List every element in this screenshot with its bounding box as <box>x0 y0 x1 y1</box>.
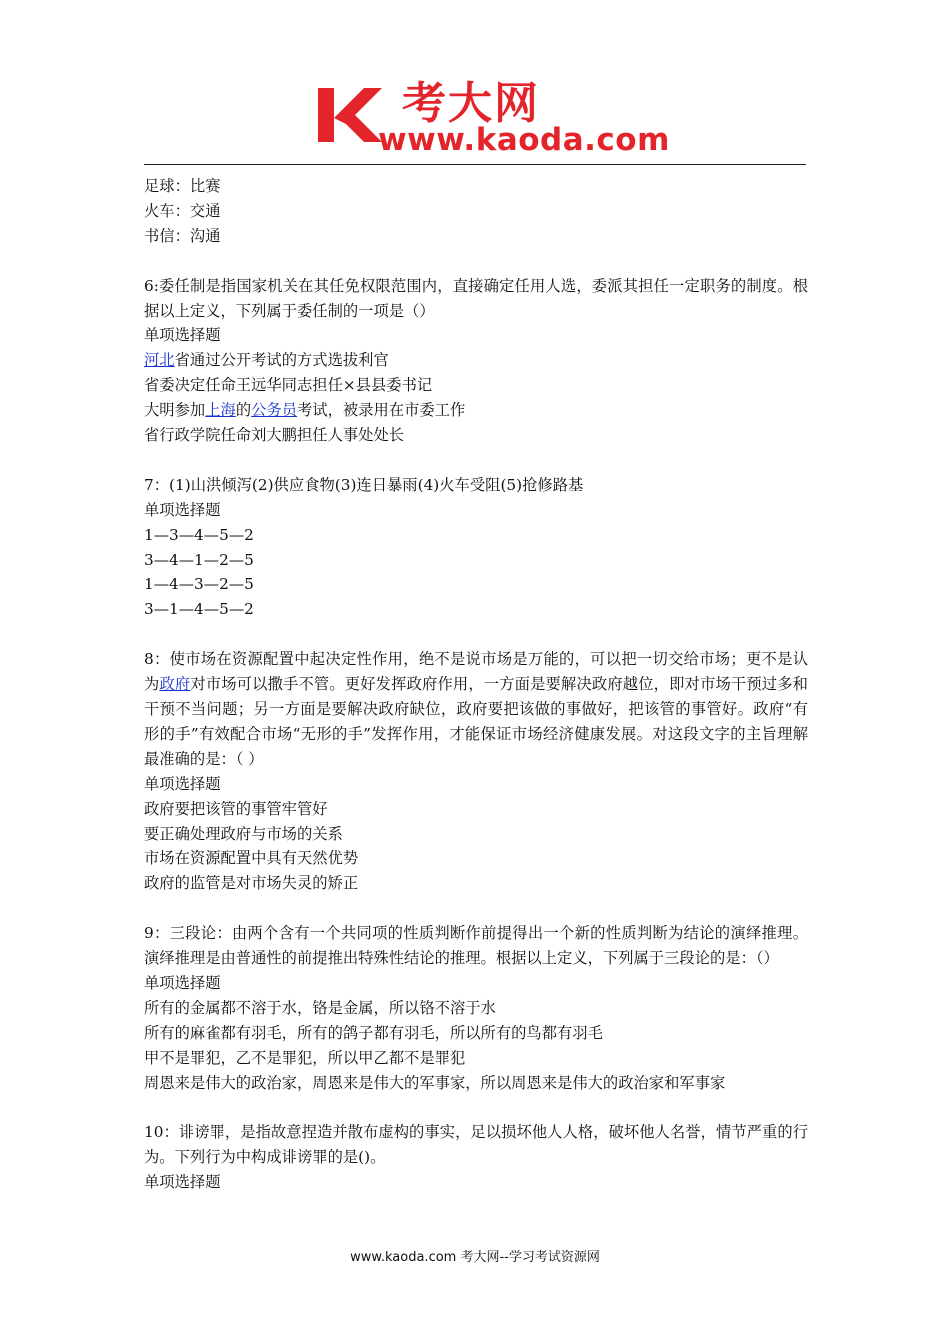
question-7-stem: 7：(1)山洪倾泻(2)供应食物(3)连日暴雨(4)火车受阻(5)抢修路基 <box>144 475 584 494</box>
question-6-option: 大明参加上海的公务员考试，被录用在市委工作 <box>144 401 466 420</box>
question-6-option: 河北省通过公开考试的方式选拔利官 <box>144 351 389 370</box>
link-civil-servant[interactable]: 公务员 <box>251 401 298 420</box>
question-9-stem: 9：三段论：由两个含有一个共同项的性质判断作前提得出一个新的性质判断为结论的演绎推理。演绎推理是由普通性的前提推出特殊性结论的推理。根据以上定义，下列属于三段论的是：（） <box>144 924 808 968</box>
question-10-stem: 10：诽谤罪，是指故意捏造并散布虚构的事实，足以损坏他人人格，破坏他人名誉，情节严重的行为。下列行为中构成诽谤罪的是()。 <box>144 1123 808 1167</box>
analogy-line: 火车：交通 <box>144 201 221 220</box>
link-hebei[interactable]: 河北 <box>144 351 175 370</box>
brand-name: 考大网 <box>402 78 540 129</box>
question-7-type: 单项选择题 <box>144 500 221 519</box>
header-divider <box>144 164 806 165</box>
question-9-type: 单项选择题 <box>144 973 221 992</box>
question-9-option: 所有的麻雀都有羽毛，所有的鸽子都有羽毛，所以所有的鸟都有羽毛 <box>144 1023 603 1042</box>
k-logo-icon <box>316 84 386 146</box>
analogy-line: 书信：沟通 <box>144 226 221 245</box>
analogy-line: 足球：比赛 <box>144 177 221 195</box>
document-body <box>144 174 808 1195</box>
question-8-option: 市场在资源配置中具有天然优势 <box>144 849 359 868</box>
question-6-option: 省行政学院任命刘大鹏担任人事处处长 <box>144 426 405 445</box>
question-7-option: 3—1—4—5—2 <box>144 600 254 619</box>
site-logo[interactable] <box>316 78 670 158</box>
question-6-type: 单项选择题 <box>144 326 221 345</box>
link-shanghai[interactable]: 上海 <box>205 401 236 420</box>
question-7-option: 3—4—1—2—5 <box>144 550 254 569</box>
question-8-option: 要正确处理政府与市场的关系 <box>144 824 343 843</box>
question-9-option: 周恩来是伟大的政治家，周恩来是伟大的军事家，所以周恩来是伟大的政治家和军事家 <box>144 1073 726 1092</box>
question-8-option: 政府要把该管的事管牢管好 <box>144 799 328 818</box>
question-8-type: 单项选择题 <box>144 774 221 793</box>
link-government[interactable]: 政府 <box>159 675 191 694</box>
question-8-option: 政府的监管是对市场失灵的矫正 <box>144 874 359 893</box>
page-footer: www.kaoda.com 考大网--学习考试资源网 <box>350 1250 600 1265</box>
question-6-option: 省委决定任命王远华同志担任×县县委书记 <box>144 376 433 395</box>
brand-url: www.kaoda.com <box>378 122 670 158</box>
question-7-option: 1—3—4—5—2 <box>144 525 254 544</box>
question-9-option: 所有的金属都不溶于水，铬是金属，所以铬不溶于水 <box>144 998 496 1017</box>
question-8-stem: 8：使市场在资源配置中起决定性作用，绝不是说市场是万能的，可以把一切交给市场；更不是认为政府对市场可以撒手不管。更好发挥政府作用，一方面是要解决政府越位，即对市场干预过多和干预不当问题；另一方面是要解决政府缺位，政府要把该做的事做好，把该管的事管好。政府“有形的手”有效配合市场“无形的手”发挥作用，才能保证市场经济健康发展。对这段文字的主旨理解最准确的是：（ ） <box>144 650 808 768</box>
question-7-option: 1—4—3—2—5 <box>144 575 254 594</box>
question-9-option: 甲不是罪犯，乙不是罪犯，所以甲乙都不是罪犯 <box>144 1048 466 1067</box>
question-6-stem: 6:委任制是指国家机关在其任免权限范围内，直接确定任用人选，委派其担任一定职务的制度。根据以上定义，下列属于委任制的一项是（） <box>144 276 808 320</box>
question-10-type: 单项选择题 <box>144 1173 221 1192</box>
